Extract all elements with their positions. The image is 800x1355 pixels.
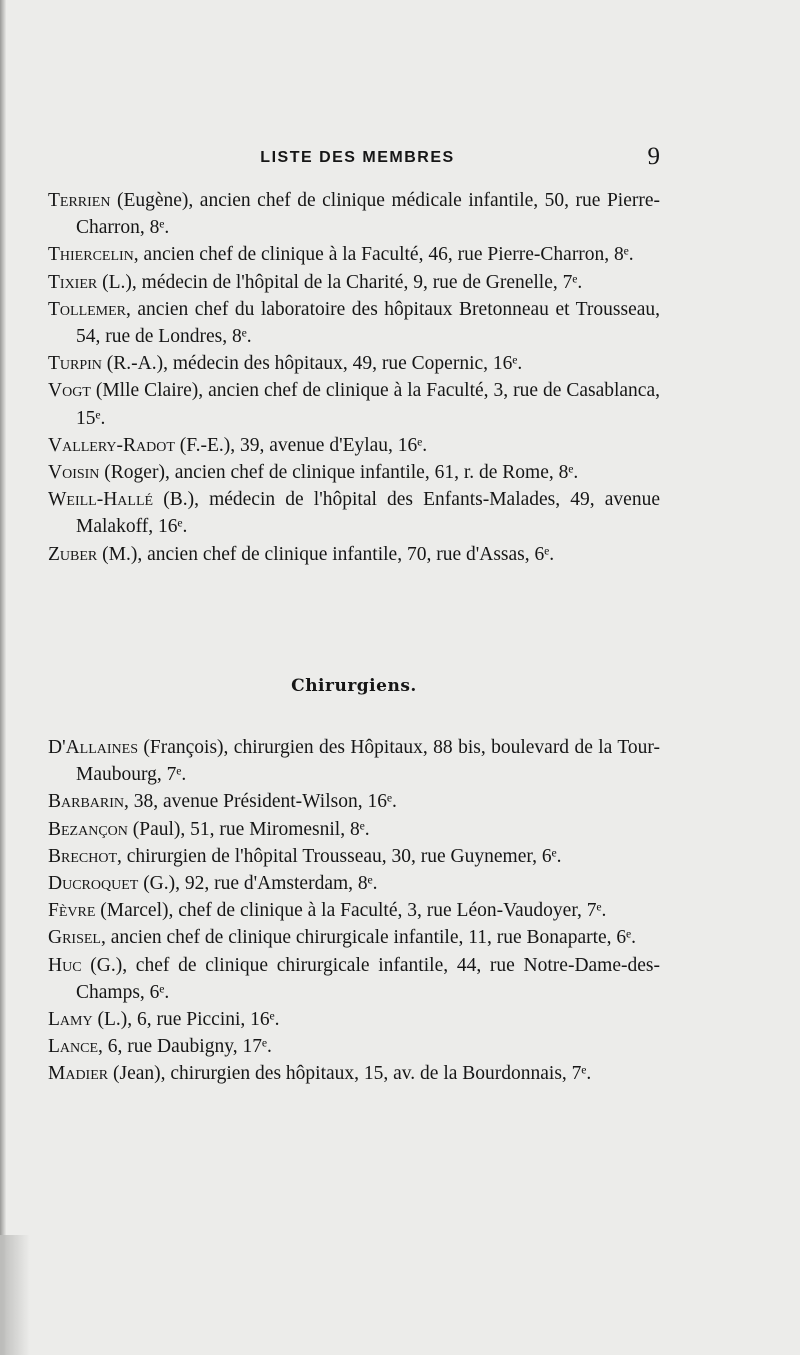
member-name: Vogt <box>48 380 91 402</box>
member-entry <box>48 296 660 350</box>
member-details: (M.), ancien chef de clinique infantile, 70, rue d'Assas, 6ᵉ. <box>97 543 555 565</box>
member-entry <box>48 952 660 1006</box>
member-details: (Eugène), ancien chef de clinique médicale infantile, 50, rue Pierre-Charron, 8ᵉ. <box>76 190 660 239</box>
member-name: Madier <box>48 1063 109 1085</box>
member-details: (L.), 6, rue Piccini, 16ᵉ. <box>92 1009 280 1031</box>
member-entry <box>48 843 660 870</box>
member-details: (L.), médecin de l'hôpital de la Charité, 9, rue de Grenelle, 7ᵉ. <box>97 271 583 293</box>
page-corner-shadow <box>0 1235 30 1355</box>
member-entry <box>48 269 660 296</box>
member-details: (G.), chef de clinique chirurgicale infantile, 44, rue Notre-Dame-des-Champs, 6ᵉ. <box>76 954 660 1003</box>
page-binding-edge <box>0 0 6 1355</box>
member-name: D'Allaines <box>48 737 139 758</box>
member-name: Fèvre <box>48 900 96 922</box>
page-number: 9 <box>647 143 660 170</box>
member-name: Barbarin <box>48 791 125 813</box>
member-details: (F.-E.), 39, avenue d'Eylau, 16ᵉ. <box>174 434 428 456</box>
member-details: , ancien chef de clinique chirurgicale infantile, 11, rue Bonaparte, 6ᵉ. <box>100 927 637 949</box>
member-name: Tixier <box>48 271 98 293</box>
running-title: LISTE DES MEMBRES <box>260 149 455 166</box>
member-name: Terrien <box>48 190 111 211</box>
member-entry <box>48 1033 660 1060</box>
member-name: Turpin <box>48 353 102 375</box>
member-details: (François), chirurgien des Hôpitaux, 88 bis, boulevard de la Tour-Maubourg, 7ᵉ. <box>76 737 660 786</box>
member-name: Lance <box>48 1036 99 1058</box>
member-details: , chirurgien de l'hôpital Trousseau, 30, rue Guynemer, 6ᵉ. <box>117 845 562 867</box>
member-details: (Marcel), chef de clinique à la Faculté, 3, rue Léon-Vaudoyer, 7ᵉ. <box>95 900 607 922</box>
member-details: , 6, rue Daubigny, 17ᵉ. <box>98 1036 272 1058</box>
member-entry <box>48 734 660 788</box>
member-name: Voisin <box>48 462 100 484</box>
page-header <box>55 143 660 173</box>
member-details: (Mlle Claire), ancien chef de clinique à la Faculté, 3, rue de Casablanca, 15ᵉ. <box>76 380 660 429</box>
member-entry <box>48 924 660 951</box>
member-entry <box>48 897 660 924</box>
member-entry <box>48 1006 660 1033</box>
member-entry <box>48 541 660 568</box>
section-heading-surgeons: Chirurgiens. <box>291 676 417 696</box>
surgeons-list <box>48 734 660 1088</box>
member-name: Zuber <box>48 543 98 565</box>
member-entry <box>48 816 660 843</box>
member-name: Ducroquet <box>48 873 139 895</box>
member-details: (R.-A.), médecin des hôpitaux, 49, rue Copernic, 16ᵉ. <box>101 353 523 375</box>
member-name: Vallery-Radot <box>48 434 175 456</box>
member-name: Brechot <box>48 845 118 867</box>
member-details: (Roger), ancien chef de clinique infantile, 61, r. de Rome, 8ᵉ. <box>99 462 579 484</box>
member-entry <box>48 432 660 459</box>
member-entry <box>48 187 660 241</box>
member-entry <box>48 1060 660 1087</box>
member-details: (Jean), chirurgien des hôpitaux, 15, av. de la Bourdonnais, 7ᵉ. <box>108 1063 592 1085</box>
member-details: , ancien chef de clinique à la Faculté, 46, rue Pierre-Charron, 8ᵉ. <box>133 244 634 266</box>
member-entry <box>48 350 660 377</box>
member-entry <box>48 377 660 431</box>
member-entry <box>48 241 660 268</box>
member-details: (B.), médecin de l'hôpital des Enfants-Malades, 49, avenue Malakoff, 16ᵉ. <box>76 489 660 538</box>
member-name: Tollemer <box>48 298 127 320</box>
member-entry <box>48 870 660 897</box>
member-name: Bezançon <box>48 818 128 840</box>
member-details: , ancien chef du laboratoire des hôpitaux Bretonneau et Trousseau, 54, rue de Londres, 8ᵉ. <box>76 298 660 348</box>
member-name: Huc <box>48 954 82 976</box>
member-details: (Paul), 51, rue Miromesnil, 8ᵉ. <box>127 818 370 840</box>
member-entry <box>48 459 660 486</box>
member-name: Weill-Hallé <box>48 489 154 511</box>
member-name: Grisel <box>48 927 101 949</box>
physicians-list <box>48 187 660 568</box>
member-entry <box>48 788 660 815</box>
member-name: Lamy <box>48 1009 93 1031</box>
member-entry <box>48 486 660 540</box>
member-details: , 38, avenue Président-Wilson, 16ᵉ. <box>124 791 397 813</box>
member-details: (G.), 92, rue d'Amsterdam, 8ᵉ. <box>138 873 378 895</box>
member-name: Thiercelin <box>48 244 134 266</box>
